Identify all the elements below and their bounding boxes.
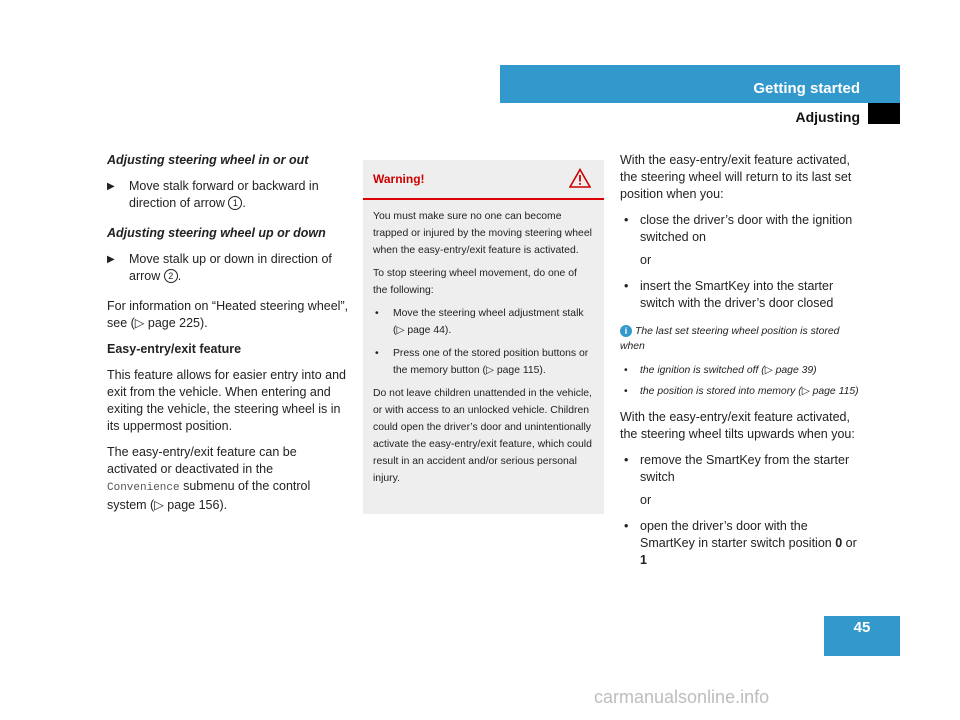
arrow-number-2: 2 bbox=[164, 269, 178, 283]
bullet-icon: • bbox=[375, 348, 379, 359]
menu-name-convenience: Convenience bbox=[107, 482, 180, 494]
warning-header bbox=[363, 160, 604, 200]
position-0: 0 bbox=[835, 536, 843, 550]
column-left bbox=[107, 152, 349, 523]
page-number-box bbox=[824, 616, 900, 656]
section-title: Getting started bbox=[753, 80, 860, 97]
subsection-title: Adjusting bbox=[795, 109, 860, 125]
paragraph-activation: The easy-entry/exit feature can be activated or deactivated in the Convenience submenu of the control system (▷ page 156). bbox=[107, 445, 311, 512]
paragraph-heated: For information on “Heated steering wheel”, see (▷ page 225). bbox=[107, 299, 349, 330]
column-right bbox=[620, 152, 860, 575]
note-bullet-ignition: • the ignition is switched off (▷ page 39) bbox=[624, 365, 817, 376]
page-number: 45 bbox=[853, 619, 871, 636]
warning-paragraph-1: You must make sure no one can become trapped or injured by the moving steering wheel when the easy-entry/exit feature is activated. bbox=[373, 211, 592, 256]
warning-paragraph-3: Do not leave children unattended in the vehicle, or with access to an unlocked vehicle. Children could open the driver’s door and unintentionally activate the easy-entry/exit feature, which could result in an accident and/or serious personal injury. bbox=[373, 388, 592, 484]
paragraph-tilts: With the easy-entry/exit feature activated, the steering wheel tilts upwards when you: bbox=[620, 410, 855, 441]
or-separator: or bbox=[640, 253, 652, 267]
info-icon: i bbox=[620, 325, 632, 337]
warning-paragraph-2: To stop steering wheel movement, do one of the following: bbox=[373, 268, 577, 296]
note-bullet-memory: • the position is stored into memory (▷ page 115) bbox=[624, 386, 859, 397]
heading-up-down: Adjusting steering wheel up or down bbox=[107, 226, 326, 240]
warning-title: Warning! bbox=[373, 172, 425, 186]
bullet-icon: • bbox=[624, 386, 628, 397]
step-arrow-icon: ▶ bbox=[107, 254, 115, 265]
note-stored: i The last set steering wheel position is stored when bbox=[620, 326, 840, 352]
bullet-icon: • bbox=[624, 213, 629, 227]
step-in-out: ▶ Move stalk forward or backward in direction of arrow 1 . bbox=[107, 179, 319, 210]
warning-body bbox=[363, 200, 604, 487]
bullet-remove-key: • remove the SmartKey from the starter switch bbox=[624, 453, 850, 484]
bullet-insert-key: • insert the SmartKey into the starter switch with the driver’s door closed bbox=[624, 279, 834, 310]
step-arrow-icon: ▶ bbox=[107, 181, 115, 192]
warning-box bbox=[363, 160, 604, 514]
bullet-icon: • bbox=[624, 519, 629, 533]
warning-bullet-1: • Move the steering wheel adjustment stalk (▷ page 44). bbox=[373, 305, 594, 339]
header-bar bbox=[500, 65, 900, 103]
bullet-icon: • bbox=[624, 453, 629, 467]
position-1: 1 bbox=[640, 553, 647, 567]
step-up-down: ▶ Move stalk up or down in direction of arrow 2 . bbox=[107, 252, 332, 283]
bullet-icon: • bbox=[624, 365, 628, 376]
bullet-close-door: • close the driver’s door with the ignition switched on bbox=[624, 213, 853, 244]
paragraph-return: With the easy-entry/exit feature activated, the steering wheel will return to its last set position when you: bbox=[620, 153, 852, 201]
paragraph-feature: This feature allows for easier entry into and exit from the vehicle. When entering and exiting the vehicle, the steering wheel is in its uppermost position. bbox=[107, 368, 347, 433]
watermark: carmanualsonline.info bbox=[594, 687, 770, 707]
warning-triangle-icon bbox=[569, 168, 591, 193]
heading-easy-entry: Easy-entry/exit feature bbox=[107, 342, 242, 356]
heading-in-out: Adjusting steering wheel in or out bbox=[107, 153, 309, 167]
bullet-open-door: • open the driver’s door with the SmartKey in starter switch position 0 or 1 bbox=[624, 519, 857, 567]
or-separator: or bbox=[640, 493, 652, 507]
header-tab-marker bbox=[868, 103, 900, 124]
bullet-icon: • bbox=[375, 308, 379, 319]
warning-bullet-2: • Press one of the stored position buttons or the memory button (▷ page 115). bbox=[373, 345, 594, 379]
bullet-icon: • bbox=[624, 279, 629, 293]
arrow-number-1: 1 bbox=[228, 196, 242, 210]
